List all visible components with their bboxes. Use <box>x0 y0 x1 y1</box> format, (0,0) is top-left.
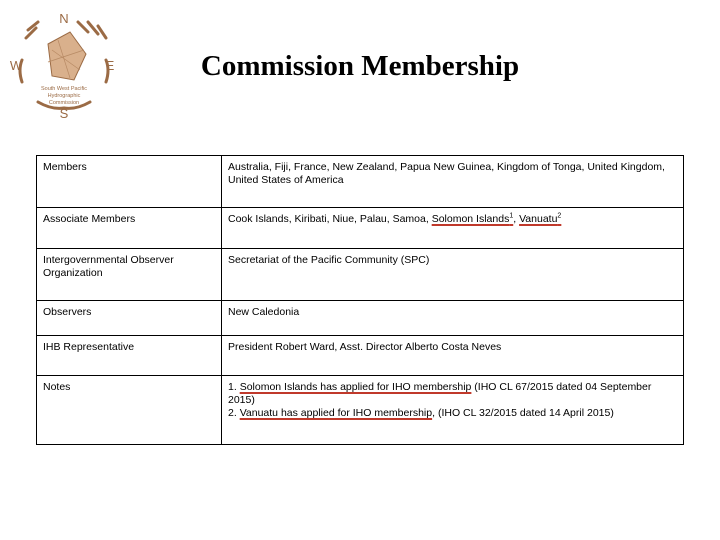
table-row-associate-members <box>37 208 684 249</box>
row-value: New Caledonia <box>222 301 684 336</box>
logo-text-line-1: South West Pacific <box>40 86 88 92</box>
row-value: Secretariat of the Pacific Community (SPC) <box>222 249 684 301</box>
separator-text: , <box>513 213 520 225</box>
compass-north-label: N <box>59 11 69 26</box>
row-value: Australia, Fiji, France, New Zealand, Papua New Guinea, Kingdom of Tonga, United Kingdom, United States of America <box>222 156 684 208</box>
row-label: Notes <box>37 376 222 445</box>
table-row-observers <box>37 301 684 336</box>
row-label: Observers <box>37 301 222 336</box>
table-row-observer-organization <box>37 249 684 301</box>
note-number: 2. <box>228 407 240 419</box>
footnote-ref-1: 1 <box>509 212 514 220</box>
footnote-ref-2: 2 <box>557 212 562 220</box>
row-value <box>222 376 684 445</box>
note-1-link[interactable]: Solomon Islands has applied for IHO membership <box>239 381 472 393</box>
compass-east-label: E <box>105 58 115 73</box>
note-text: , (IHO CL 32/2015 dated 14 April 2015) <box>432 407 614 419</box>
row-label: Intergovernmental Observer Organization <box>37 249 222 301</box>
logo-text-line-3: Commission <box>48 100 80 106</box>
associate-list-text: Cook Islands, Kiribati, Niue, Palau, Samoa, <box>228 213 432 225</box>
note-number: 1. <box>228 381 240 393</box>
row-label: Associate Members <box>37 208 222 249</box>
compass-south-label: S <box>59 106 69 121</box>
note-2 <box>228 407 677 420</box>
compass-rose-icon <box>8 10 120 122</box>
vanuatu-link[interactable] <box>519 213 561 225</box>
note-1 <box>228 381 677 407</box>
link-text: Solomon Islands <box>431 213 510 225</box>
swphc-logo <box>8 10 120 122</box>
logo-text-line-2: Hydrographic <box>47 93 81 99</box>
note-2-link[interactable]: Vanuatu has applied for IHO membership <box>239 407 433 419</box>
row-label: IHB Representative <box>37 336 222 376</box>
row-value <box>222 208 684 249</box>
table-row-ihb-representative <box>37 336 684 376</box>
note-text: (IHO CL 67/2015 dated 04 September 2015) <box>228 381 652 406</box>
link-text: Vanuatu <box>519 213 558 225</box>
row-label: Members <box>37 156 222 208</box>
page-title: Commission Membership <box>200 50 520 82</box>
row-value: President Robert Ward, Asst. Director Alberto Costa Neves <box>222 336 684 376</box>
membership-table <box>36 155 684 445</box>
compass-west-label: W <box>9 58 23 73</box>
table-row-members <box>37 156 684 208</box>
table-row-notes <box>37 376 684 445</box>
solomon-islands-link[interactable] <box>432 213 514 225</box>
